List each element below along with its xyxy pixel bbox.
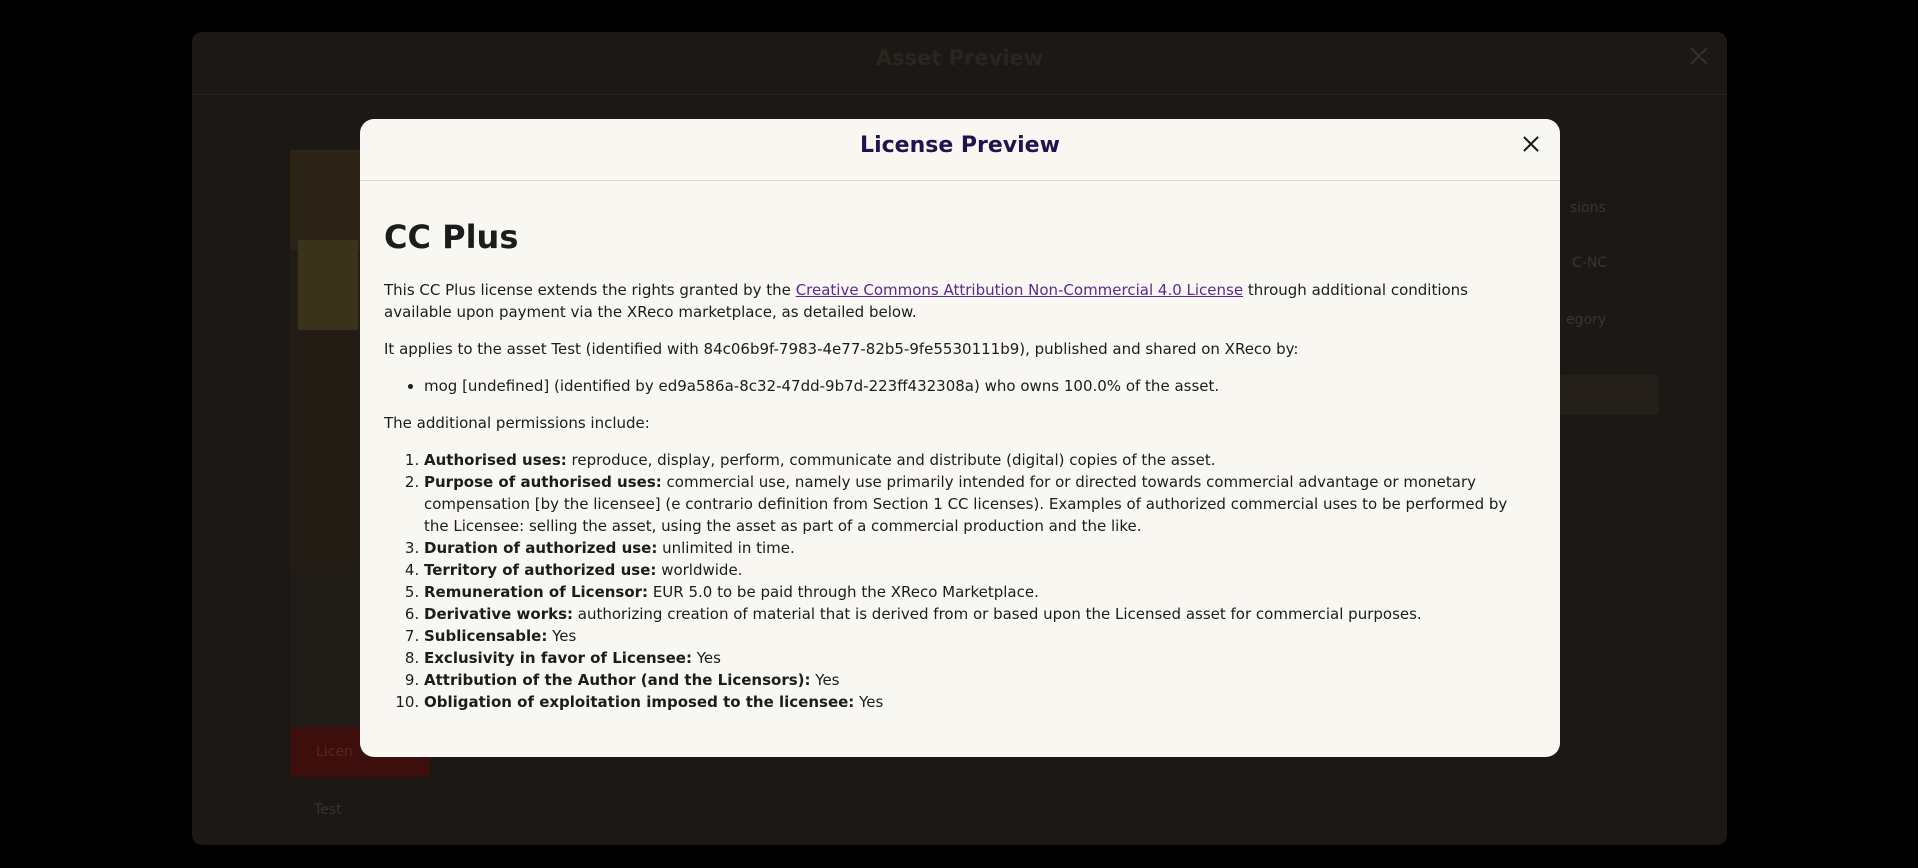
asset-detail-text-2: C-NC bbox=[1572, 255, 1608, 271]
asset-detail-text-1: sions bbox=[1570, 200, 1606, 216]
asset-name: Test bbox=[314, 802, 342, 818]
asset-preview-title: Asset Preview bbox=[875, 46, 1044, 70]
permissions-list bbox=[424, 449, 1536, 713]
permission-text: worldwide. bbox=[656, 561, 743, 579]
permission-label: Sublicensable: bbox=[424, 627, 548, 645]
permission-label: Territory of authorized use: bbox=[424, 561, 657, 579]
cc-license-link[interactable]: Creative Commons Attribution Non-Commercial 4.0 License bbox=[795, 281, 1244, 299]
permission-text: Yes bbox=[547, 627, 577, 645]
permission-label: Duration of authorized use: bbox=[424, 539, 658, 557]
license-preview-title: License Preview bbox=[860, 133, 1060, 158]
permission-label: Attribution of the Author (and the Licensors): bbox=[424, 671, 811, 689]
permission-text: commercial use, namely use primarily intended for or directed towards commercial advantage or monetary compensation [by the licensee] (e contrario definition from Section 1 CC licenses). Examples of authorized commercial uses to be performed by the Licensee: selling the asset, using the asset as part of a commercial production and the like. bbox=[424, 473, 1508, 535]
permission-text: authorizing creation of material that is derived from or based upon the Licensed asset for commercial purposes. bbox=[573, 605, 1422, 623]
license-preview-modal bbox=[360, 119, 1560, 757]
permission-label: Derivative works: bbox=[424, 605, 574, 623]
permission-item bbox=[424, 581, 1536, 603]
permission-item bbox=[424, 691, 1536, 713]
permission-item bbox=[424, 625, 1536, 647]
permission-item bbox=[424, 603, 1536, 625]
permission-item bbox=[424, 471, 1536, 537]
license-applies: It applies to the asset Test (identified with 84c06b9f-7983-4e77-82b5-9fe5530111b9), published and shared on XReco by: bbox=[384, 340, 1299, 358]
permission-item bbox=[424, 537, 1536, 559]
license-preview-header bbox=[360, 119, 1560, 181]
additional-permissions-intro: The additional permissions include: bbox=[384, 414, 650, 432]
permission-label: Purpose of authorised uses: bbox=[424, 473, 662, 491]
permission-text: unlimited in time. bbox=[657, 539, 795, 557]
permission-label: Exclusivity in favor of Licensee: bbox=[424, 649, 692, 667]
asset-preview-close-icon[interactable] bbox=[1687, 44, 1711, 68]
permission-label: Authorised uses: bbox=[424, 451, 567, 469]
asset-detail-text-3: egory bbox=[1566, 312, 1607, 328]
license-intro bbox=[384, 279, 1536, 323]
license-document bbox=[360, 181, 1560, 713]
owner-item: • mog [undefined] (identified by ed9a586a-8c32-47dd-9b7d-223ff432308a) who owns 100.0% of the asset. bbox=[424, 375, 1536, 397]
permission-text: Yes bbox=[810, 671, 840, 689]
asset-preview-divider bbox=[192, 94, 1727, 95]
permission-item bbox=[424, 669, 1536, 691]
asset-action-bar[interactable] bbox=[1559, 375, 1659, 415]
permission-item bbox=[424, 647, 1536, 669]
permission-text: Yes bbox=[691, 649, 721, 667]
permission-item bbox=[424, 559, 1536, 581]
permission-text: EUR 5.0 to be paid through the XReco Marketplace. bbox=[648, 583, 1039, 601]
permission-label: Remuneration of Licensor: bbox=[424, 583, 649, 601]
permission-item bbox=[424, 449, 1536, 471]
license-intro-text: This CC Plus license extends the rights granted by the bbox=[384, 281, 796, 299]
close-icon[interactable] bbox=[1520, 133, 1542, 155]
permission-label: Obligation of exploitation imposed to the licensee: bbox=[424, 693, 855, 711]
license-intro-text-end: through additional conditions available upon payment via the XReco marketplace, as detailed below. bbox=[384, 281, 1468, 321]
license-button[interactable]: Licen bbox=[290, 727, 430, 777]
permission-text: Yes bbox=[854, 693, 884, 711]
license-name-heading: CC Plus bbox=[384, 218, 519, 256]
permission-text: reproduce, display, perform, communicate and distribute (digital) copies of the asset. bbox=[566, 451, 1216, 469]
owners-list bbox=[424, 375, 1536, 397]
